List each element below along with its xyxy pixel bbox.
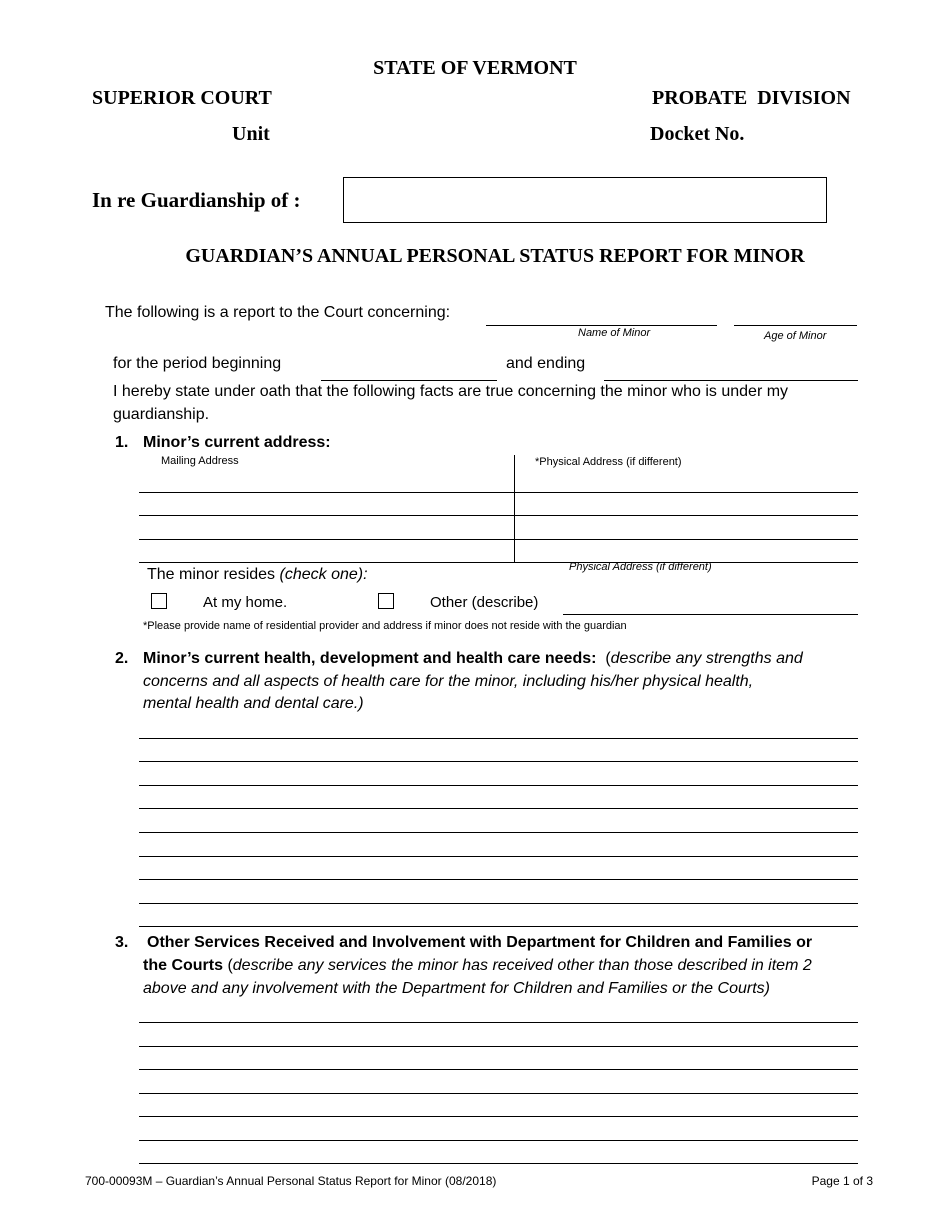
section2-paren: ( [605,650,611,667]
section2-answer-line[interactable] [139,761,858,762]
form-title: GUARDIAN’S ANNUAL PERSONAL STATUS REPORT FOR MINOR [185,245,805,267]
section2-answer-line[interactable] [139,832,858,833]
section1-title: Minor’s current address: [143,434,331,451]
physical-address-label: *Physical Address (if different) [535,456,682,468]
section3-answer-line[interactable] [139,1116,858,1117]
section2-answer-line[interactable] [139,856,858,857]
section3-paren: ( [223,957,233,974]
guardianship-label: In re Guardianship of : [92,188,301,212]
address-line-3[interactable] [139,539,858,540]
guardianship-name-box[interactable] [343,177,827,223]
section2-line-2: concerns and all aspects of health care for the minor, including his/her physical health, [143,673,754,690]
address-line-2[interactable] [139,515,858,516]
docket-label: Docket No. [650,123,745,145]
address-line-1[interactable] [139,492,858,493]
period-end-line[interactable] [604,380,858,381]
section2-title: Minor’s current health, development and health care needs: [143,650,597,667]
oath-line-1: I hereby state under oath that the following facts are true concerning the minor who is under my [113,383,789,400]
section2-line-1 [143,650,803,668]
other-checkbox[interactable] [378,593,394,609]
section2-line-3: mental health and dental care.) [143,695,364,712]
section3-answer-line[interactable] [139,1163,858,1164]
section3-line-3: above and any involvement with the Department for Children and Families or the Courts) [143,980,770,997]
section3-description-1: describe any services the minor has received other than those described in item 2 [232,957,812,974]
residential-note: *Please provide name of residential provider and address if minor does not reside with the guardian [143,620,627,632]
section3-title-line-2: the Courts [143,957,223,974]
age-caption: Age of Minor [764,330,827,342]
section2-answer-line[interactable] [139,926,858,927]
section2-answer-line[interactable] [139,808,858,809]
section2-answer-line[interactable] [139,879,858,880]
section3-answer-line[interactable] [139,1093,858,1094]
footer-page-number: Page 1 of 3 [811,1174,873,1188]
section2-answer-line[interactable] [139,738,858,739]
division-heading: PROBATE DIVISION [652,87,851,109]
section2-description-1: describe any strengths and [610,650,803,667]
at-home-label: At my home. [203,594,288,611]
court-heading: SUPERIOR COURT [92,87,272,109]
guardianship-name-input[interactable] [350,188,818,212]
physical-address-caption: Physical Address (if different) [569,561,712,573]
section2-answer-line[interactable] [139,903,858,904]
section3-answer-line[interactable] [139,1022,858,1023]
section3-answer-line[interactable] [139,1046,858,1047]
resides-prefix: The minor resides [147,566,280,583]
section2-answer-line[interactable] [139,785,858,786]
footer-form-id: 700-00093M – Guardian’s Annual Personal Status Report for Minor (08/2018) [85,1174,497,1188]
and-ending-label: and ending [506,355,586,372]
name-caption: Name of Minor [578,327,651,339]
address-line-4[interactable] [139,562,858,563]
oath-line-2: guardianship. [113,406,210,423]
period-beginning-label: for the period beginning [113,355,282,372]
section3-answer-line[interactable] [139,1140,858,1141]
minor-age-line[interactable] [734,325,857,326]
state-heading: STATE OF VERMONT [373,57,577,79]
report-intro: The following is a report to the Court concerning: [105,304,451,321]
section3-number: 3. [115,934,129,951]
resides-label [147,566,368,584]
resides-check-one: (check one): [279,566,368,583]
section3-title-line-1: Other Services Received and Involvement with Department for Children and Families or [147,934,813,951]
section3-line-2 [143,957,812,975]
minor-name-line[interactable] [486,325,717,326]
section1-number: 1. [115,434,129,451]
section3-answer-line[interactable] [139,1069,858,1070]
section2-number: 2. [115,650,129,667]
mailing-address-label: Mailing Address [161,455,239,467]
at-home-checkbox[interactable] [151,593,167,609]
address-column-divider [514,455,515,562]
unit-label: Unit [232,123,270,145]
other-describe-line[interactable] [563,614,858,615]
other-label: Other (describe) [430,594,539,611]
period-begin-line[interactable] [321,380,497,381]
